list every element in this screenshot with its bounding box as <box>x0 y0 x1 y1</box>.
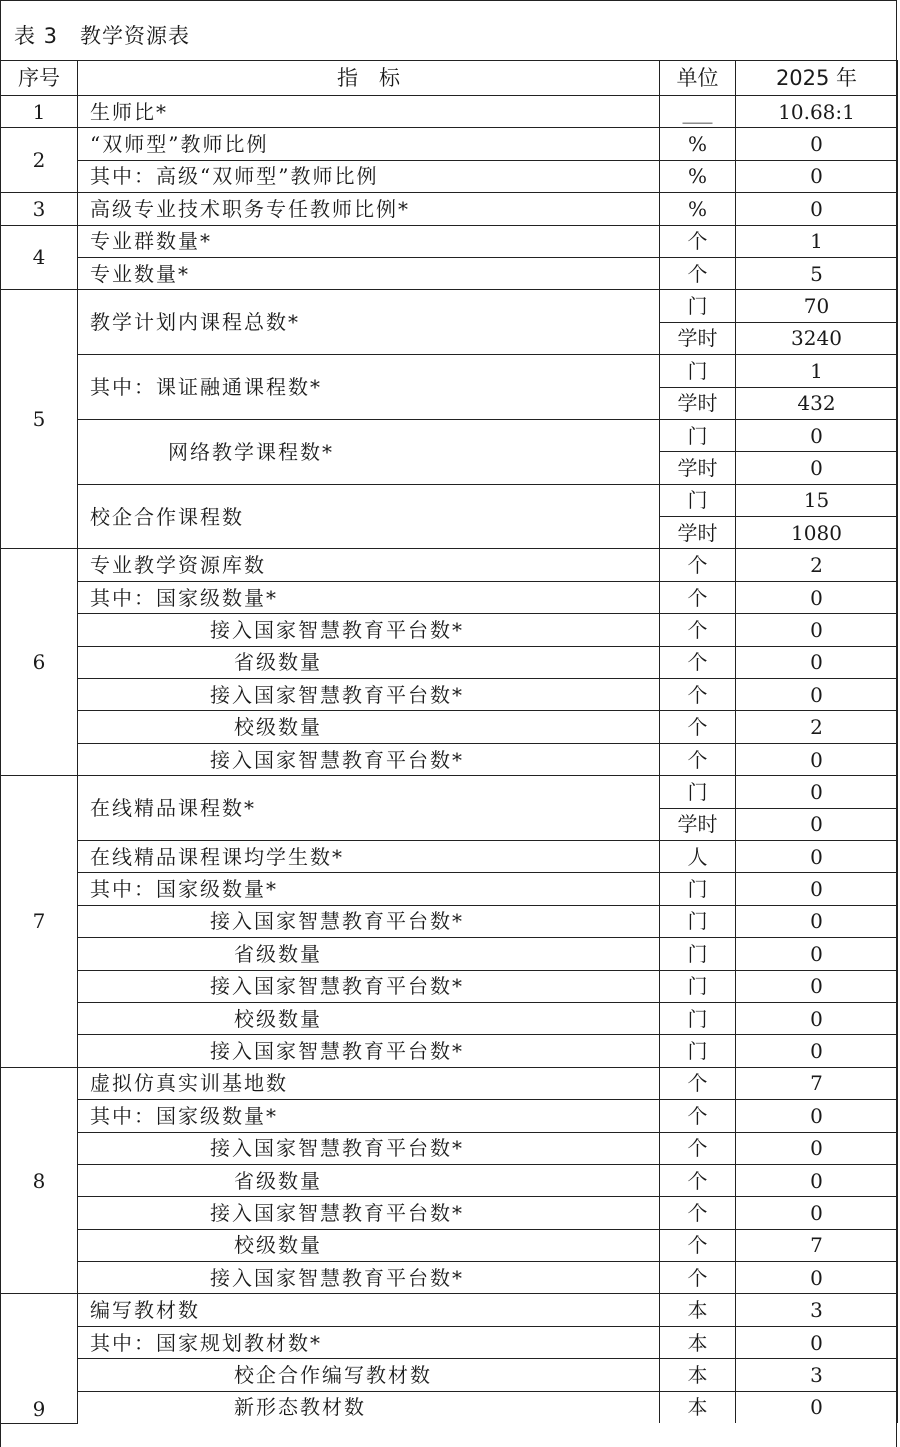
table-row <box>1 1359 898 1391</box>
row-unit: 门 <box>660 290 736 322</box>
row-label: 校企合作编写教材数 <box>78 1359 660 1391</box>
row-label: 校级数量 <box>78 1229 660 1261</box>
row-value: 3240 <box>736 322 898 354</box>
row-unit: 个 <box>660 1197 736 1229</box>
table-row <box>1 484 898 516</box>
row-value: 1 <box>736 225 898 257</box>
row-value: 7 <box>736 1067 898 1099</box>
row-seq: 5 <box>1 290 78 549</box>
teaching-resources-table <box>0 60 898 1424</box>
row-value: 0 <box>736 776 898 808</box>
row-value: 0 <box>736 646 898 678</box>
row-label: 编写教材数 <box>78 1294 660 1326</box>
table-row <box>1 776 898 808</box>
row-unit: 个 <box>660 1100 736 1132</box>
table-row <box>1 1197 898 1229</box>
table-row <box>1 743 898 775</box>
row-unit: 个 <box>660 225 736 257</box>
row-seq: 9 <box>1 1294 78 1423</box>
row-seq: 4 <box>1 225 78 290</box>
row-unit: 学时 <box>660 322 736 354</box>
row-unit: 个 <box>660 711 736 743</box>
row-unit: 本 <box>660 1294 736 1326</box>
table-row <box>1 581 898 613</box>
row-unit: 门 <box>660 938 736 970</box>
row-label: “双师型”教师比例 <box>78 128 660 160</box>
row-unit: 本 <box>660 1359 736 1391</box>
row-unit: 个 <box>660 679 736 711</box>
row-label: 接入国家智慧教育平台数* <box>78 743 660 775</box>
row-unit: 人 <box>660 840 736 872</box>
row-value: 0 <box>736 905 898 937</box>
row-value: 0 <box>736 840 898 872</box>
row-seq: 3 <box>1 193 78 225</box>
header-unit: 单位 <box>660 61 736 96</box>
table-row <box>1 1391 898 1423</box>
row-value: 0 <box>736 160 898 192</box>
row-value: 15 <box>736 484 898 516</box>
row-value: 0 <box>736 1391 898 1423</box>
row-value: 0 <box>736 614 898 646</box>
row-value: 0 <box>736 128 898 160</box>
table-row <box>1 193 898 225</box>
row-unit: 个 <box>660 743 736 775</box>
row-value: 0 <box>736 679 898 711</box>
row-seq: 7 <box>1 776 78 1068</box>
row-unit: % <box>660 193 736 225</box>
row-unit: % <box>660 160 736 192</box>
row-unit: 本 <box>660 1391 736 1423</box>
row-label: 接入国家智慧教育平台数* <box>78 905 660 937</box>
header-row <box>1 61 898 96</box>
row-value: 70 <box>736 290 898 322</box>
row-unit: 本 <box>660 1326 736 1358</box>
table-row <box>1 840 898 872</box>
row-label: 省级数量 <box>78 646 660 678</box>
row-label: 接入国家智慧教育平台数* <box>78 970 660 1002</box>
row-value: 2 <box>736 711 898 743</box>
row-label: 其中：国家规划教材数* <box>78 1326 660 1358</box>
table-row <box>1 1002 898 1034</box>
table-row <box>1 96 898 128</box>
table-row <box>1 1229 898 1261</box>
table-row <box>1 1132 898 1164</box>
table-row <box>1 711 898 743</box>
row-value: 0 <box>736 1164 898 1196</box>
row-label: 专业群数量* <box>78 225 660 257</box>
row-value: 0 <box>736 1262 898 1294</box>
row-label: 接入国家智慧教育平台数* <box>78 1132 660 1164</box>
row-value: 0 <box>736 452 898 484</box>
row-value: 0 <box>736 1035 898 1067</box>
row-label: 其中：高级“双师型”教师比例 <box>78 160 660 192</box>
row-label: 网络教学课程数* <box>78 419 660 484</box>
row-unit: 门 <box>660 484 736 516</box>
row-unit: 个 <box>660 581 736 613</box>
row-unit: 学时 <box>660 517 736 549</box>
row-unit: 个 <box>660 1132 736 1164</box>
row-label: 校级数量 <box>78 711 660 743</box>
table-row <box>1 679 898 711</box>
table-row <box>1 419 898 451</box>
row-unit: % <box>660 128 736 160</box>
row-value: 10.68:1 <box>736 96 898 128</box>
table-caption: 表 3 教学资源表 <box>14 24 191 48</box>
row-seq: 8 <box>1 1067 78 1294</box>
row-label: 校企合作课程数 <box>78 484 660 549</box>
row-unit: ___ <box>660 96 736 128</box>
table-row <box>1 1262 898 1294</box>
row-value: 0 <box>736 1326 898 1358</box>
row-value: 0 <box>736 581 898 613</box>
row-unit: 门 <box>660 1002 736 1034</box>
row-value: 1 <box>736 355 898 387</box>
row-unit: 门 <box>660 970 736 1002</box>
row-value: 0 <box>736 419 898 451</box>
row-unit: 个 <box>660 1262 736 1294</box>
row-unit: 学时 <box>660 387 736 419</box>
row-label: 生师比* <box>78 96 660 128</box>
row-value: 3 <box>736 1359 898 1391</box>
row-label: 接入国家智慧教育平台数* <box>78 614 660 646</box>
row-label: 高级专业技术职务专任教师比例* <box>78 193 660 225</box>
row-value: 3 <box>736 1294 898 1326</box>
row-value: 2 <box>736 549 898 581</box>
row-label: 教学计划内课程总数* <box>78 290 660 355</box>
row-seq: 6 <box>1 549 78 776</box>
row-value: 1080 <box>736 517 898 549</box>
row-value: 0 <box>736 1197 898 1229</box>
table-row <box>1 1294 898 1326</box>
row-unit: 个 <box>660 1067 736 1099</box>
row-unit: 个 <box>660 646 736 678</box>
row-unit: 个 <box>660 1229 736 1261</box>
row-label: 专业数量* <box>78 257 660 289</box>
table-row <box>1 1100 898 1132</box>
row-label: 接入国家智慧教育平台数* <box>78 1262 660 1294</box>
row-unit: 个 <box>660 614 736 646</box>
row-label: 接入国家智慧教育平台数* <box>78 1035 660 1067</box>
row-unit: 学时 <box>660 452 736 484</box>
row-label: 省级数量 <box>78 1164 660 1196</box>
table-row <box>1 225 898 257</box>
row-label: 其中：国家级数量* <box>78 581 660 613</box>
row-value: 0 <box>736 1002 898 1034</box>
row-label: 新形态教材数 <box>78 1391 660 1423</box>
row-value: 432 <box>736 387 898 419</box>
table-row <box>1 1035 898 1067</box>
table-row <box>1 1164 898 1196</box>
row-unit: 个 <box>660 549 736 581</box>
row-value: 7 <box>736 1229 898 1261</box>
row-value: 5 <box>736 257 898 289</box>
table-row <box>1 549 898 581</box>
row-label: 接入国家智慧教育平台数* <box>78 679 660 711</box>
row-unit: 门 <box>660 355 736 387</box>
header-year: 2025 年 <box>736 61 898 96</box>
row-unit: 学时 <box>660 808 736 840</box>
row-unit: 门 <box>660 1035 736 1067</box>
row-value: 0 <box>736 1132 898 1164</box>
row-label: 省级数量 <box>78 938 660 970</box>
row-unit: 个 <box>660 1164 736 1196</box>
table-row <box>1 970 898 1002</box>
table-row <box>1 905 898 937</box>
row-label: 专业教学资源库数 <box>78 549 660 581</box>
row-value: 0 <box>736 193 898 225</box>
table-row <box>1 938 898 970</box>
row-value: 0 <box>736 970 898 1002</box>
table-row <box>1 355 898 387</box>
row-label: 校级数量 <box>78 1002 660 1034</box>
row-label: 在线精品课程数* <box>78 776 660 841</box>
row-unit: 门 <box>660 419 736 451</box>
row-label: 其中：国家级数量* <box>78 873 660 905</box>
row-label: 其中：课证融通课程数* <box>78 355 660 420</box>
row-label: 在线精品课程课均学生数* <box>78 840 660 872</box>
row-value: 0 <box>736 808 898 840</box>
table-row <box>1 646 898 678</box>
header-indicator: 指 标 <box>78 61 660 96</box>
row-value: 0 <box>736 743 898 775</box>
table-row <box>1 873 898 905</box>
row-label: 虚拟仿真实训基地数 <box>78 1067 660 1099</box>
table-row <box>1 257 898 289</box>
table-row <box>1 128 898 160</box>
row-label: 其中：国家级数量* <box>78 1100 660 1132</box>
table-row <box>1 160 898 192</box>
table-row <box>1 290 898 322</box>
header-seq: 序号 <box>1 61 78 96</box>
row-unit: 门 <box>660 905 736 937</box>
row-seq: 1 <box>1 96 78 128</box>
row-label: 接入国家智慧教育平台数* <box>78 1197 660 1229</box>
row-value: 0 <box>736 1100 898 1132</box>
row-unit: 门 <box>660 776 736 808</box>
row-unit: 个 <box>660 257 736 289</box>
row-value: 0 <box>736 938 898 970</box>
table-row <box>1 1326 898 1358</box>
table-row <box>1 1067 898 1099</box>
row-unit: 门 <box>660 873 736 905</box>
row-seq: 2 <box>1 128 78 193</box>
row-value: 0 <box>736 873 898 905</box>
table-row <box>1 614 898 646</box>
